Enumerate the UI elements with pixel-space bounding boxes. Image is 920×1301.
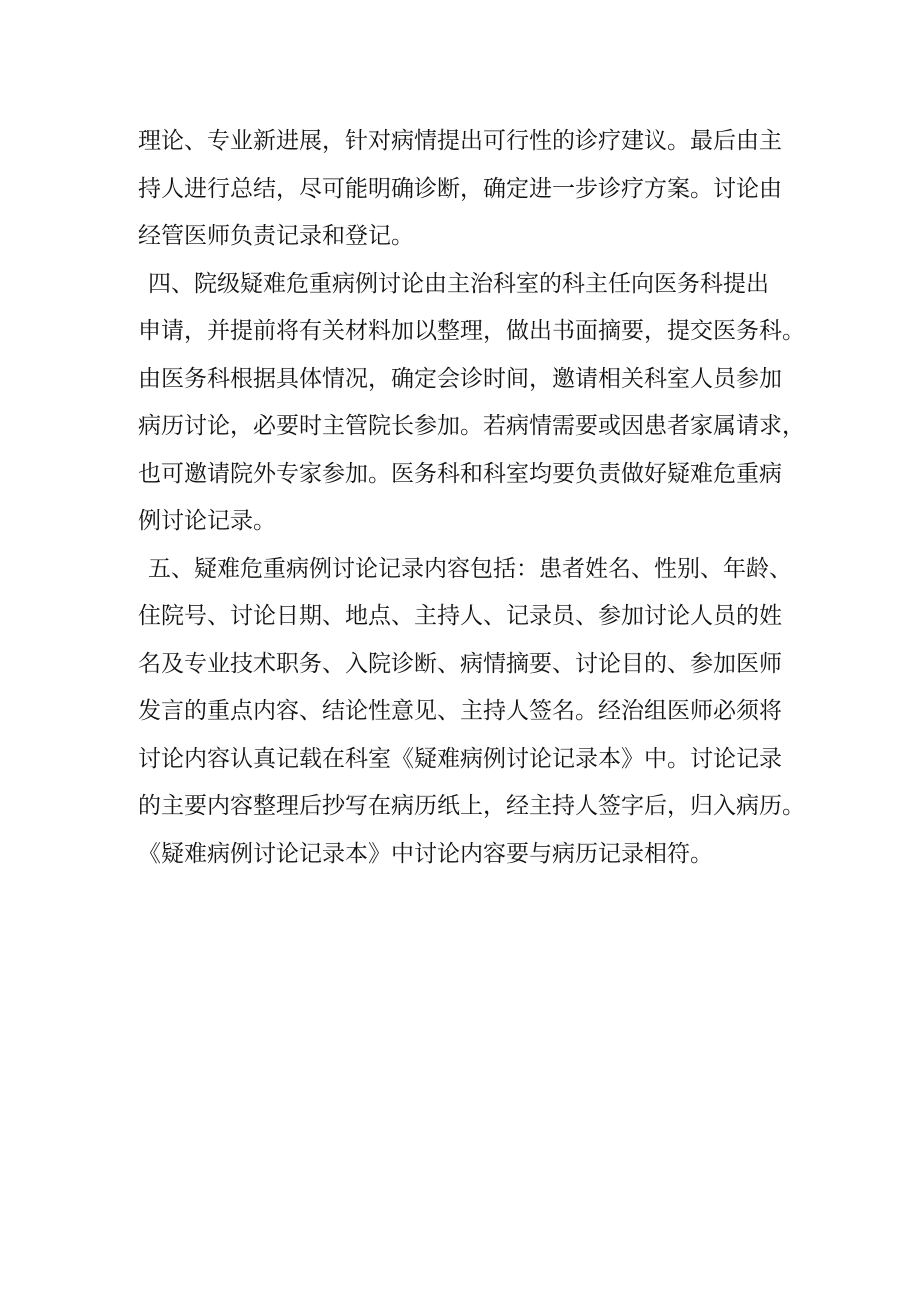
paragraph-continuation bbox=[138, 118, 788, 261]
text-line: 持人进行总结，尽可能明确诊断，确定进一步诊疗方案。讨论由 bbox=[138, 175, 782, 202]
text-line: 发言的重点内容、结论性意见、主持人签名。经治组医师必须将 bbox=[138, 698, 782, 724]
paragraph-section-five bbox=[138, 546, 805, 879]
text-line: 经管医师负责记录和登记。 bbox=[138, 223, 414, 249]
paragraph-section-four bbox=[138, 261, 805, 546]
text-line: 讨论内容认真记载在科室《疑难病例讨论记录本》中。讨论记录 bbox=[138, 745, 782, 772]
text-line: 住院号、讨论日期、地点、主持人、记录员、参加讨论人员的姓 bbox=[138, 603, 782, 629]
document-body bbox=[138, 118, 805, 878]
text-line: 例讨论记录。 bbox=[138, 508, 276, 534]
text-line: 理论、专业新进展，针对病情提出可行性的诊疗建议。最后由主 bbox=[138, 128, 782, 154]
text-line: 四、院级疑难危重病例讨论由主治科室的科主任向医务科提出 bbox=[148, 270, 769, 297]
text-line: 申请，并提前将有关材料加以整理，做出书面摘要，提交医务科。 bbox=[138, 318, 805, 344]
text-line: 《疑难病例讨论记录本》中讨论内容要与病历记录相符。 bbox=[138, 840, 713, 867]
text-line: 也可邀请院外专家参加。医务科和科室均要负责做好疑难危重病 bbox=[138, 460, 782, 487]
text-line: 由医务科根据具体情况，确定会诊时间，邀请相关科室人员参加 bbox=[138, 365, 782, 392]
text-line: 的主要内容整理后抄写在病历纸上，经主持人签字后，归入病历。 bbox=[138, 793, 805, 819]
text-line: 五、疑难危重病例讨论记录内容包括：患者姓名、性别、年龄、 bbox=[148, 555, 792, 582]
text-line: 病历讨论，必要时主管院长参加。若病情需要或因患者家属请求， bbox=[138, 413, 805, 439]
text-line: 名及专业技术职务、入院诊断、病情摘要、讨论目的、参加医师 bbox=[138, 650, 782, 677]
